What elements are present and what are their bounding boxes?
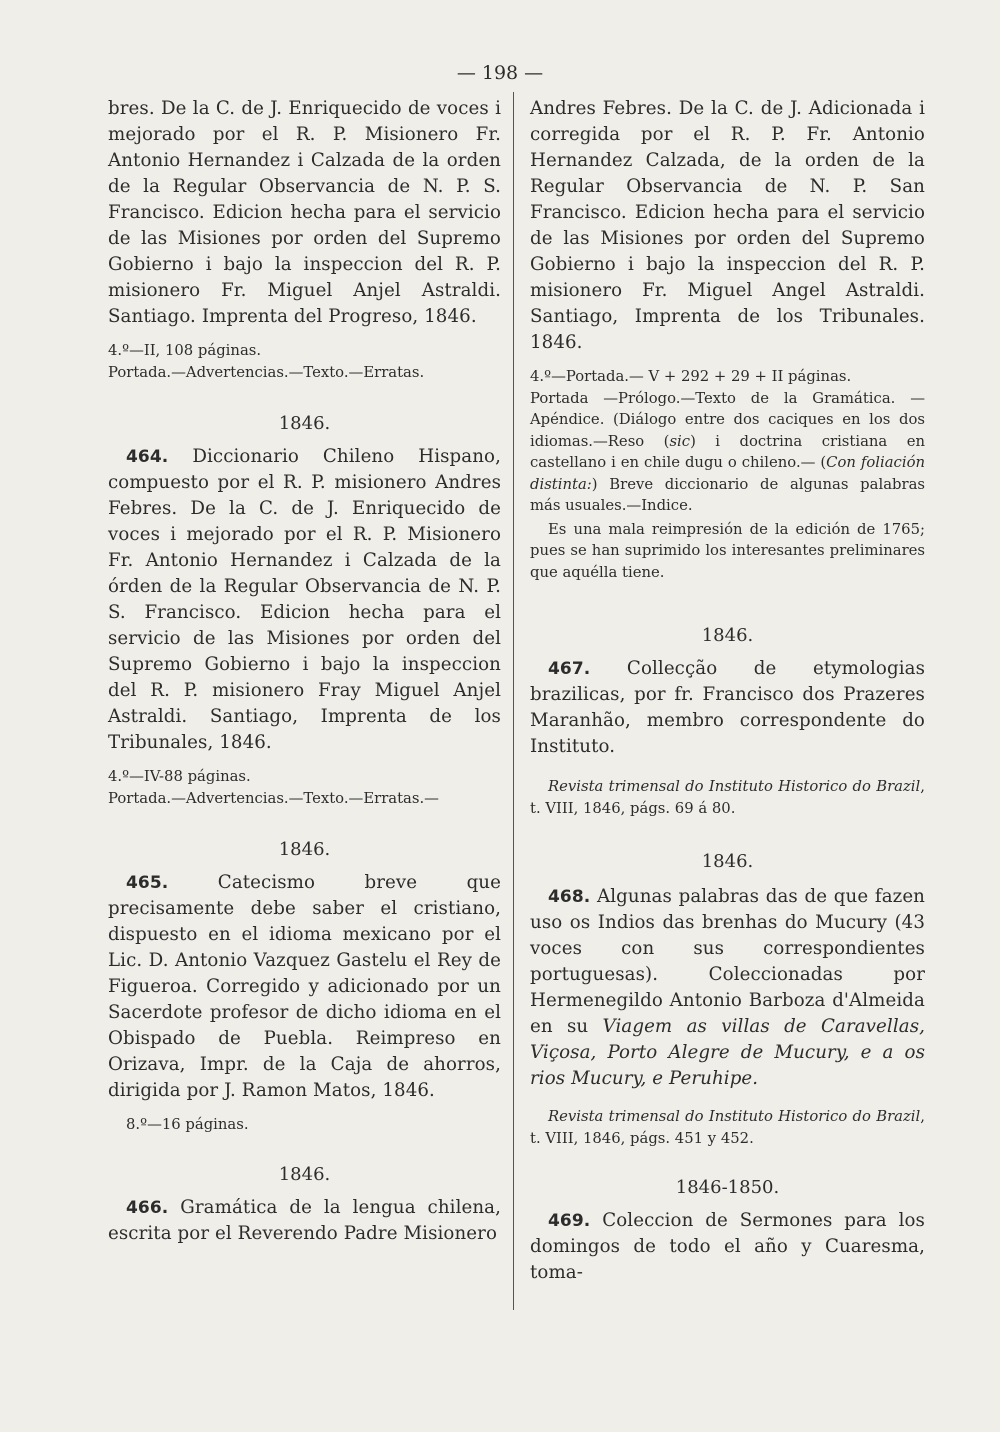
entry-note: Portada.—Advertencias.—Texto.—Erratas. <box>108 363 425 381</box>
entry-reference: Revista trimensal do Instituto Historico do Brazil, t. VIII, 1846, págs. 69 á 80. <box>530 778 925 817</box>
left-column <box>108 96 501 1247</box>
page-number: — 198 — <box>456 62 544 84</box>
entry-text: Gramática de la lengua chilena, escrita por el Reverendo Padre Misionero <box>108 1196 501 1244</box>
entry-number: 467. <box>548 659 591 679</box>
entry-note: 8.º—16 páginas. <box>126 1116 249 1133</box>
entry-number: 464. <box>126 447 169 467</box>
entry-text: Collecção de etymologias brazilicas, por fr. Francisco dos Prazeres Maranhão, membro correspondente do Instituto. <box>530 658 925 757</box>
entry-note: Portada.—Advertencias.—Texto.—Erratas.— <box>108 789 439 807</box>
right-column <box>530 96 925 1286</box>
entry-465 <box>108 870 501 1104</box>
entry-464 <box>108 444 501 756</box>
entry-year: 1846. <box>701 851 754 872</box>
entry-text: Catecismo breve que precisamente debe saber el cristiano, dispuesto en el idioma mexicano por el Lic. D. Antonio Vazquez Gastelu el Rey de Figueroa. Corregido y adicionado por un Sacerdote profesor de dicho idioma en el Obispado de Puebla. Reimpreso en Orizava, Impr. de la Caja de ahorros, dirigida por J. Ramon Matos, 1846. <box>108 872 501 1101</box>
entry-year: 1846. <box>278 839 331 860</box>
entry-number: 465. <box>126 873 169 893</box>
entry-note: 4.º—II, 108 páginas. <box>108 342 262 359</box>
entry-467 <box>530 656 925 760</box>
continued-entry-text: Andres Febres. De la C. de J. Adicionada i corregida por el R. P. Fr. Antonio Hernandez Calzada, de la orden de la Regular Observancia de N. P. San Francisco. Edicion hecha para el servicio de las Misiones por orden del Supremo Gobierno i bajo la inspeccion del R. P. misionero Fr. Miguel Angel Astraldi. Santiago, Imprenta de los Tribunales. 1846. <box>530 98 925 353</box>
entry-year: 1846-1850. <box>675 1177 780 1198</box>
entry-note: 4.º—IV-88 páginas. <box>108 768 251 785</box>
entry-year: 1846. <box>278 413 331 434</box>
entry-note: 4.º—Portada.— V + 292 + 29 + II páginas. <box>530 368 852 385</box>
entry-466 <box>108 1195 501 1247</box>
entry-text: Coleccion de Sermones para los domingos de todo el año y Cuaresma, toma- <box>530 1210 925 1283</box>
entry-year: 1846. <box>701 625 754 646</box>
entry-note: Portada —Prólogo.—Texto de la Gramática. —Apéndice. (Diálogo entre dos caciques en los dos idiomas.—Reso (sic) i doctrina cristiana en castellano i en chile dugu o chileno.— (Con foliación distinta:) Breve diccionario de algunas palabras más usuales.—Indice. <box>530 389 926 514</box>
entry-text: Diccionario Chileno Hispano, compuesto por el R. P. misionero Andres Febres. De la C. de J. Enriquecido de voces i mejorado por el R. P. Misionero Fr. Antonio Hernandez i Calzada de la órden de la Regular Observancia de N. P. S. Francisco. Edicion hecha para el servicio de las Misiones por orden del Supremo Gobierno i bajo la inspeccion del R. P. misionero Fray Miguel Anjel Astraldi. Santiago, Imprenta de los Tribunales, 1846. <box>108 446 501 753</box>
entry-number: 469. <box>548 1211 591 1231</box>
entry-year: 1846. <box>278 1163 331 1185</box>
continued-entry-text: bres. De la C. de J. Enriquecido de voces i mejorado por el R. P. Misionero Fr. Antonio Hernandez i Calzada de la orden de la Regular Observancia de N. P. S. Francisco. Edicion hecha para el servicio de las Misiones por orden del Supremo Gobierno i bajo la inspeccion del R. P. misionero Fr. Miguel Anjel Astraldi. Santiago. Imprenta del Progreso, 1846. <box>108 98 501 327</box>
entry-remark: Es una mala reimpresión de la edición de 1765; pues se han suprimido los interesantes preliminares que aquélla tiene. <box>530 520 925 581</box>
column-divider <box>513 92 514 1310</box>
entry-468: 468. Algunas palabras das de que fazen uso os Indios das brenhas do Mucury (43 voces con sus correspondientes portuguesas). Coleccionadas por Hermenegildo Antonio Barboza d'Almeida en su Viagem as villas de Caravellas, Viçosa, Porto Alegre de Mucury, e a os rios Mucury, e Peruhipe. <box>530 886 926 1089</box>
entry-reference: Revista trimensal do Instituto Historico do Brazil, t. VIII, 1846, págs. 451 y 452. <box>530 1108 925 1147</box>
entry-number: 468. <box>548 887 591 907</box>
entry-469 <box>530 1208 925 1286</box>
entry-number: 466. <box>126 1197 169 1218</box>
